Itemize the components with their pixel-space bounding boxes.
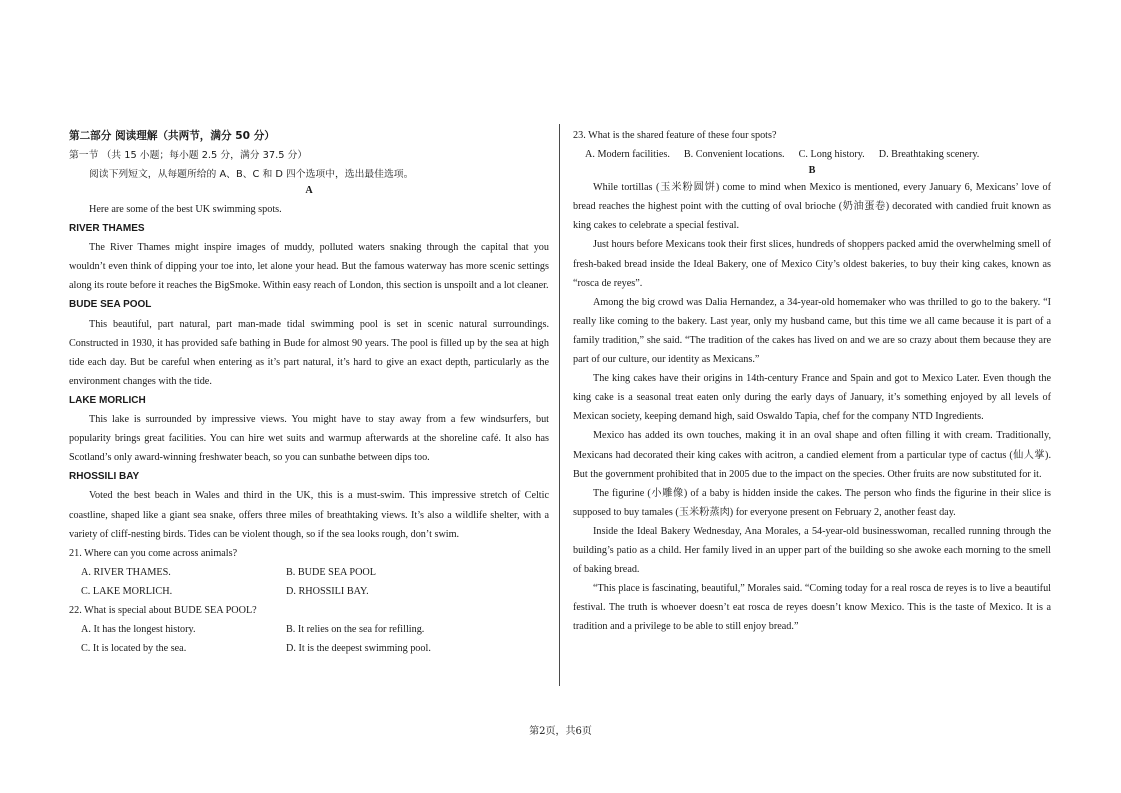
spot-text-bude-sea-pool: This beautiful, part natural, part man-made tidal swimming pool is set in scenic natural surroundings. Constructed in 1930, it has provided safe bathing in Bude for almost 90 years. The pool is filled up by the sea at high tide each day. But be careful when entering as it’s part natural, it’s hard to give an exact depth, particularly as the environment changes with the tide.: [69, 318, 549, 387]
right-column: [573, 126, 1051, 636]
q22-option-c: C. It is located by the sea.: [81, 643, 187, 655]
q23-option-a: A. Modern facilities.: [585, 149, 670, 161]
question-23-options: [573, 145, 1051, 164]
spot-heading-lake-morlich: LAKE MORLICH: [69, 394, 146, 406]
question-22-options: [69, 620, 549, 658]
column-divider: [559, 124, 560, 686]
passage-b-para-1: While tortillas (玉米粉圆饼) come to mind when Mexico is mentioned, every January 6, Mexicans’ love of bread reaches the highest point with the cutting of oval brioche (奶油蛋卷) decorated with candied fruit known as king cakes to celebrate a special festival.: [573, 182, 1051, 232]
passage-a-intro: Here are some of the best UK swimming spots.: [89, 204, 282, 215]
q23-option-c: C. Long history.: [798, 149, 865, 161]
section-title: 第二部分 阅读理解（共两节，满分 50 分）: [69, 130, 275, 142]
passage-a-letter: A: [305, 185, 313, 196]
spot-heading-bude-sea-pool: BUDE SEA POOL: [69, 299, 152, 311]
instruction: 阅读下列短文，从每题所给的 A、B、C 和 D 四个选项中，选出最佳选项。: [89, 169, 414, 180]
q21-option-a: A. RIVER THAMES.: [81, 566, 171, 578]
question-23-stem: 23. What is the shared feature of these four spots?: [573, 130, 777, 141]
spot-text-rhossili-bay: Voted the best beach in Wales and third in the UK, this is a must-swim. This impressive stretch of Celtic coastline, shaped like a giant sea snake, offers three miles of breathtaking views. It’s also a wildlife shelter, with a variety of cliff-nesting birds. Tides can be violent though, so if the sea looks rough, don’t swim.: [69, 490, 549, 540]
q22-option-b: B. It relies on the sea for refilling.: [286, 624, 425, 636]
q23-option-d: D. Breathtaking scenery.: [878, 149, 980, 161]
page-footer: 第2页，共6页: [529, 726, 592, 737]
q22-option-a: A. It has the longest history.: [81, 624, 196, 636]
passage-b-para-3: Among the big crowd was Dalia Hernandez, a 34-year-old homemaker who was thrilled to go to the bakery. “I really like coming to the bakery. Last year, only my husband came, but this time we all came because it is part of a family tradition,” she said. “The tradition of the cakes has lived on and we are so crazy about them because they are part of our culture, our identity as Mexicans.”: [573, 296, 1051, 366]
question-22-stem: 22. What is special about BUDE SEA POOL?: [69, 604, 257, 616]
spot-text-river-thames: The River Thames might inspire images of muddy, polluted waters snaking through the capital that you wouldn’t even think of dipping your toe into, let alone your head. But the famous waterway has more scenic settings along its route before it reaches the BigSmoke. Within easy reach of London, this section is unspoilt and a lot cleaner.: [69, 242, 549, 292]
spot-heading-rhossili-bay: RHOSSILI BAY: [69, 471, 140, 483]
passage-b-letter: B: [808, 165, 816, 177]
q21-option-c: C. LAKE MORLICH.: [81, 585, 173, 597]
passage-b-para-5: Mexico has added its own touches, making it in an oval shape and often filling it with cream. Traditionally, Mexicans had decorated their king cakes with acitron, a candied element from a particular type of cactus (仙人掌). But the government prohibited that in 2005 due to the impact on the species. Other fruits are now substituted for it.: [573, 430, 1051, 480]
q21-option-d: D. RHOSSILI BAY.: [286, 585, 369, 597]
passage-b-para-6: The figurine (小雕像) of a baby is hidden inside the cakes. The person who finds the figurine in their slice is supposed to buy tamales (玉米粉蒸肉) for everyone present on February 2, another feast day.: [573, 487, 1051, 518]
question-21-options: [69, 563, 549, 601]
passage-b-para-2: Just hours before Mexicans took their first slices, hundreds of shoppers packed amid the overwhelming smell of fresh-baked bread inside the Ideal Bakery, one of Mexico City’s oldest bakeries, to buy their king cakes, known as “rosca de reyes”.: [573, 239, 1051, 289]
q21-option-b: B. BUDE SEA POOL: [286, 566, 377, 578]
passage-b-para-7: Inside the Ideal Bakery Wednesday, Ana Morales, a 54-year-old businesswoman, recalled running through the building’s patio as a child. Her family lived in an upper part of the building so she awoke each morning to the smell of baking bread.: [573, 525, 1051, 576]
passage-b-para-4: The king cakes have their origins in 14th-century France and Spain and got to Mexico Later. Even though the king cake is a seasonal treat eaten only during the early days of January, it’s something enjoyed by all levels of Mexican society, keeping demand high, said Oswaldo Tapia, chef for the company NTD Ingredients.: [573, 373, 1051, 423]
question-21-stem: 21. Where can you come across animals?: [69, 547, 238, 559]
spot-heading-river-thames: RIVER THAMES: [69, 223, 145, 235]
spot-text-lake-morlich: This lake is surrounded by impressive views. You might have to stay away from a few windsurfers, but popularity brings great facilities. You can hire wet suits and warmup afterwards at the shoreline café. It also has Scotland’s only award-winning freshwater beach, so you can sunbathe between dips too.: [69, 414, 549, 464]
passage-b-para-8: “This place is fascinating, beautiful,” Morales said. “Coming today for a real rosca de reyes is to live a beautiful festival. The truth is whoever doesn’t eat rosca de reyes doesn’t know Mexico. This is the taste of Mexico. It is a tradition and a privilege to be able to still enjoy bread.”: [573, 583, 1051, 633]
q22-option-d: D. It is the deepest swimming pool.: [286, 643, 431, 655]
section-subtitle: 第一节 （共 15 小题；每小题 2.5 分，满分 37.5 分）: [69, 150, 308, 161]
left-column: [69, 126, 549, 658]
q23-option-b: B. Convenient locations.: [683, 149, 785, 161]
